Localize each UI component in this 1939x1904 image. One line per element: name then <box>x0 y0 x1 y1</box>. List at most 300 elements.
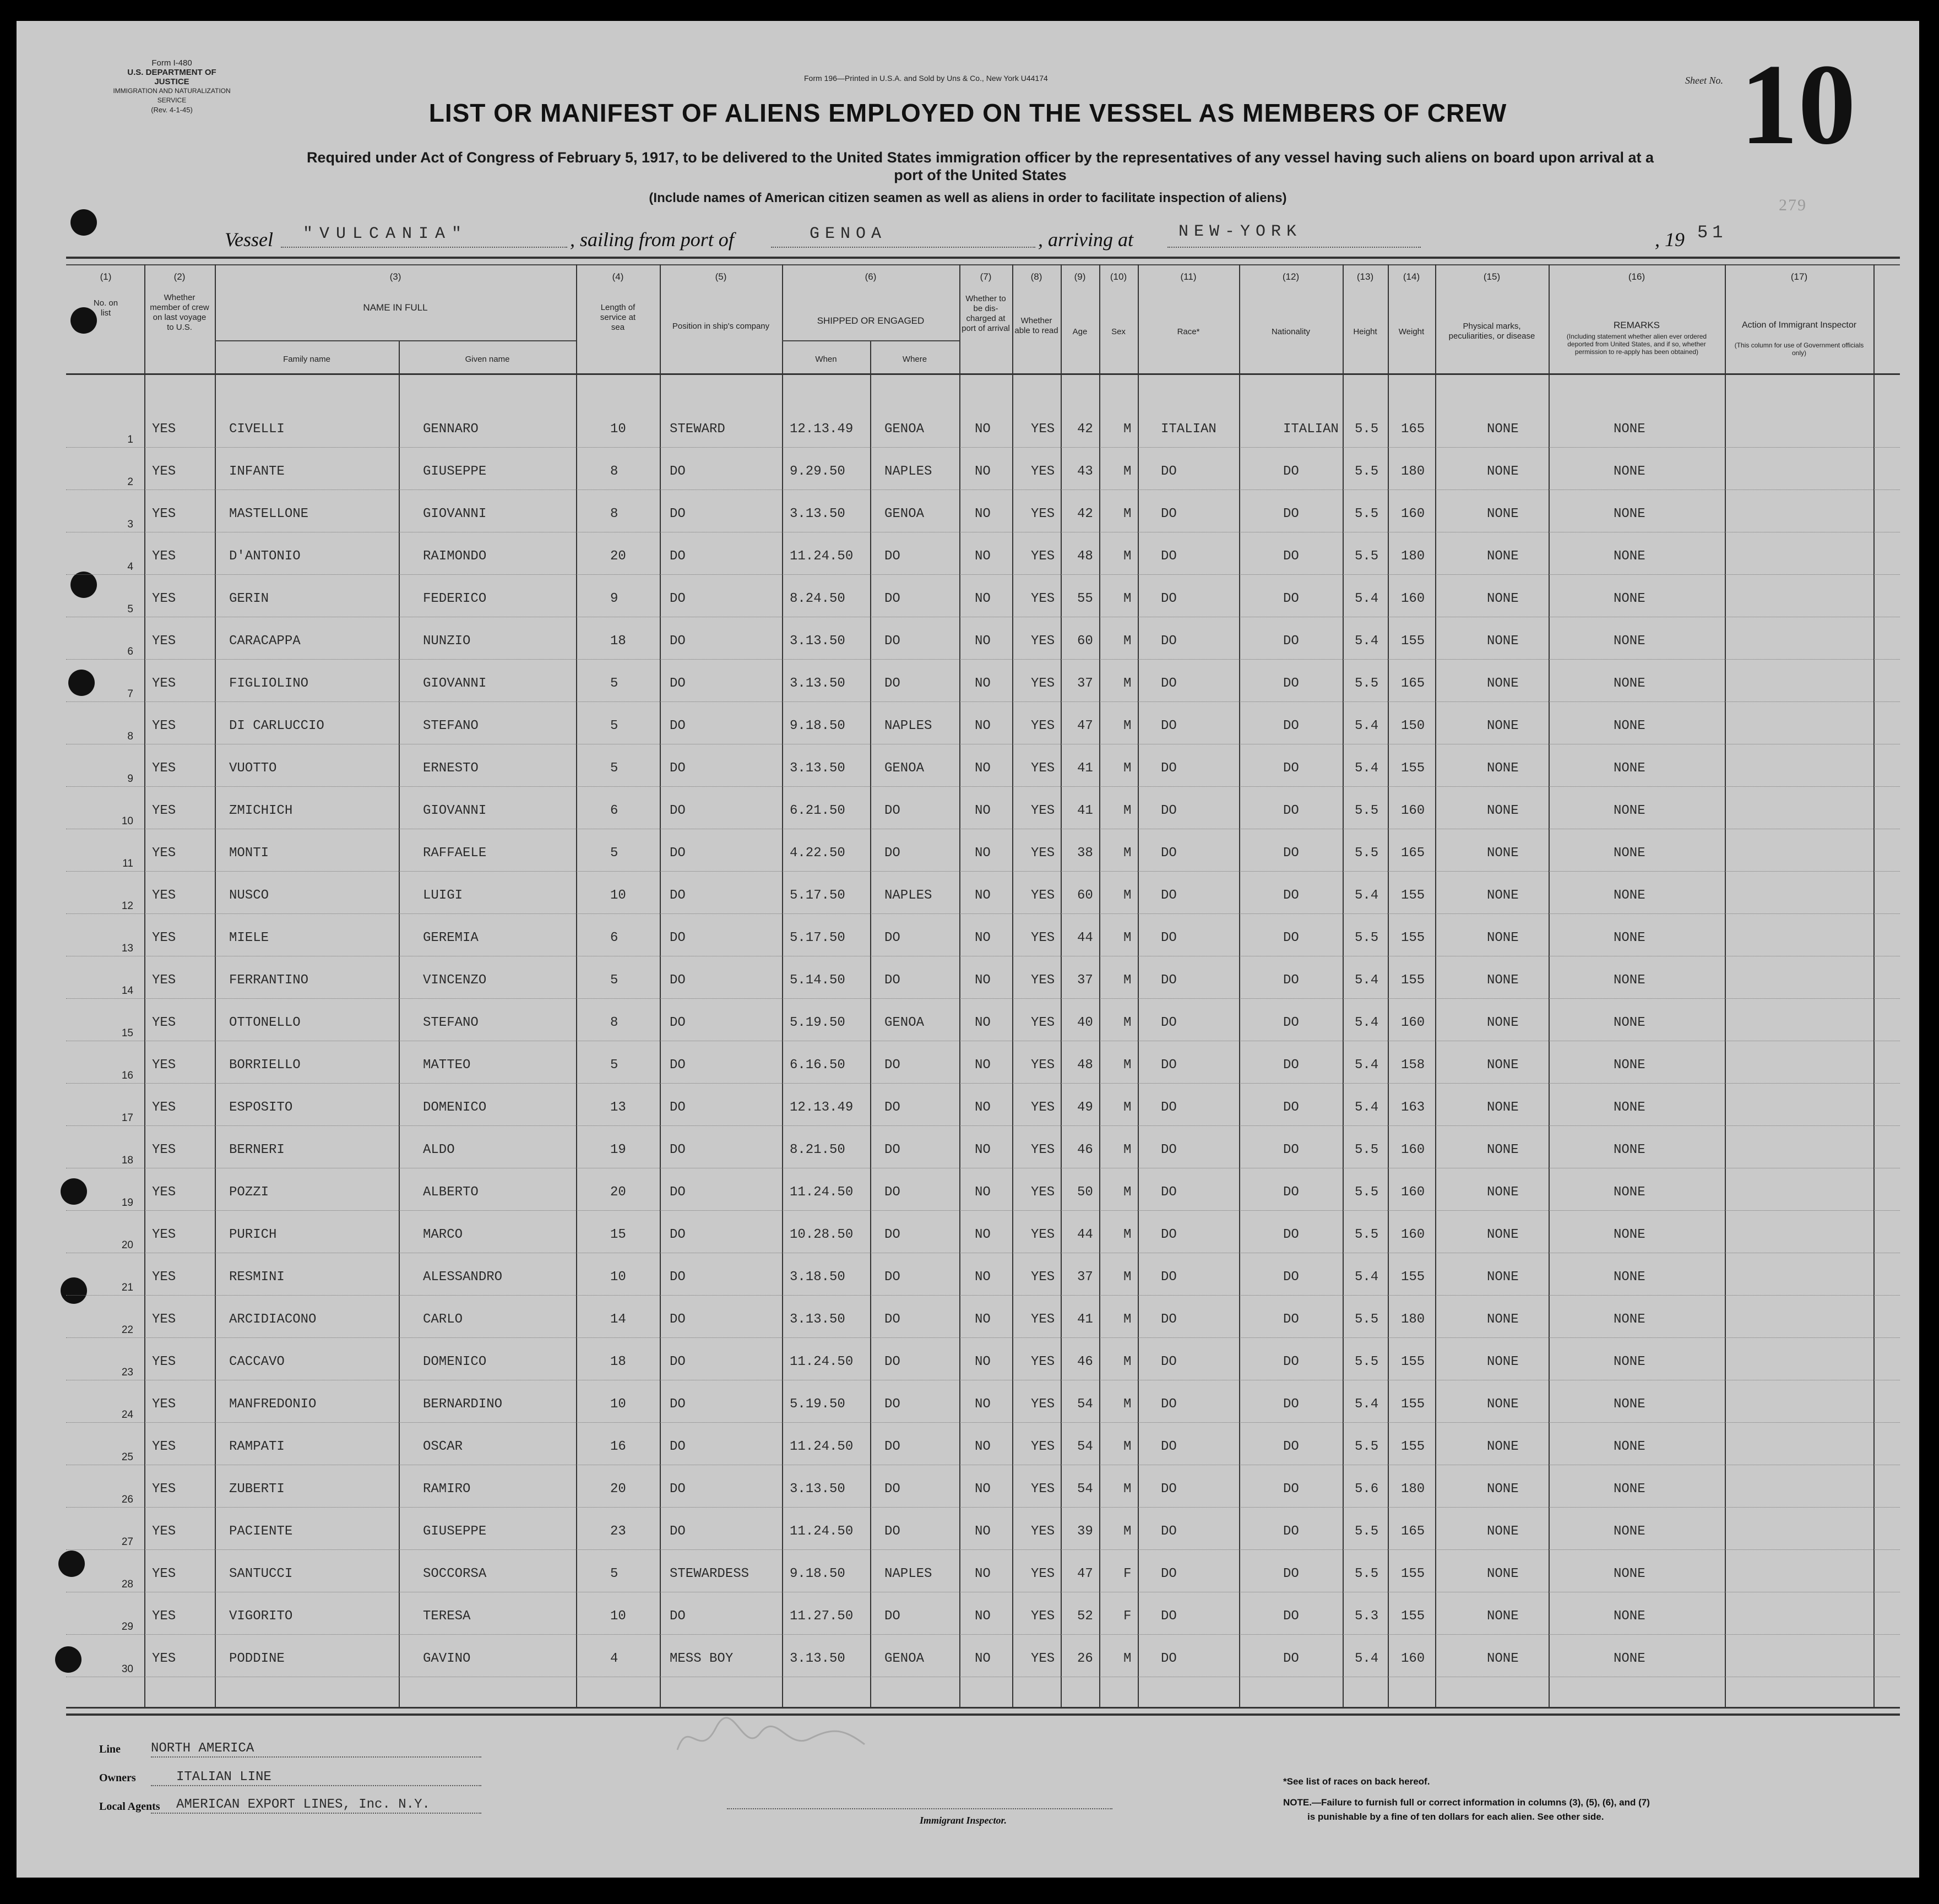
physical-marks-cell: NONE <box>1487 1651 1519 1666</box>
physical-marks-cell: NONE <box>1487 719 1519 733</box>
shipped-where-cell: GENOA <box>884 1015 925 1030</box>
discharged-cell: NO <box>975 1185 991 1200</box>
sheet-label: Sheet No. <box>1685 75 1723 86</box>
height-cell: 5.4 <box>1355 761 1379 776</box>
weight-cell: 180 <box>1401 549 1425 564</box>
given-name-cell: ALDO <box>423 1143 455 1157</box>
remarks-cell: NONE <box>1614 1651 1645 1666</box>
sex-cell: M <box>1123 1015 1132 1030</box>
weight-cell: 155 <box>1401 973 1425 988</box>
nationality-cell: DO <box>1283 846 1299 861</box>
able-to-read-cell: YES <box>1031 1227 1055 1242</box>
punch-hole <box>70 209 97 236</box>
remarks-cell: NONE <box>1614 973 1645 988</box>
race-cell: DO <box>1161 1015 1177 1030</box>
sex-cell: M <box>1123 1312 1132 1327</box>
footer-note-2: is punishable by a fine of ten dollars for each alien. See other side. <box>1307 1811 1604 1822</box>
nationality-cell: DO <box>1283 1439 1299 1454</box>
sex-cell: M <box>1123 507 1132 521</box>
age-cell: 60 <box>1077 634 1093 649</box>
given-name-cell: GIUSEPPE <box>423 464 487 479</box>
row-number: 11 <box>122 858 133 869</box>
physical-marks-cell: NONE <box>1487 1015 1519 1030</box>
given-name-cell: DOMENICO <box>423 1100 487 1115</box>
row-number: 27 <box>121 1536 133 1548</box>
table-row <box>17 1303 1919 1345</box>
sex-cell: M <box>1123 634 1132 649</box>
shipped-where-cell: DO <box>884 973 900 988</box>
row-number: 15 <box>121 1027 133 1039</box>
sex-cell: M <box>1123 1354 1132 1369</box>
vessel-name: "VULCANIA" <box>303 225 469 243</box>
height-cell: 5.4 <box>1355 1651 1379 1666</box>
position-cell: DO <box>670 464 686 479</box>
signature-scribble <box>666 1695 887 1772</box>
given-name-cell: GIOVANNI <box>423 507 487 521</box>
height-cell: 5.5 <box>1355 1566 1379 1581</box>
family-name-cell: CIVELLI <box>229 422 285 437</box>
weight-cell: 160 <box>1401 1143 1425 1157</box>
table-row <box>17 583 1919 624</box>
able-to-read-cell: YES <box>1031 1270 1055 1285</box>
physical-marks-cell: NONE <box>1487 1058 1519 1073</box>
service-length-cell: 5 <box>610 973 618 988</box>
weight-cell: 155 <box>1401 634 1425 649</box>
able-to-read-cell: YES <box>1031 1397 1055 1412</box>
able-to-read-cell: YES <box>1031 803 1055 818</box>
shipped-where-cell: DO <box>884 1058 900 1073</box>
sex-cell: M <box>1123 422 1132 437</box>
agents-value: AMERICAN EXPORT LINES, Inc. N.Y. <box>176 1797 430 1812</box>
remarks-cell: NONE <box>1614 1312 1645 1327</box>
shipped-when-cell: 9.18.50 <box>790 719 845 733</box>
discharged-cell: NO <box>975 1058 991 1073</box>
remarks-cell: NONE <box>1614 1354 1645 1369</box>
service-length-cell: 5 <box>610 1058 618 1073</box>
physical-marks-cell: NONE <box>1487 634 1519 649</box>
given-name-cell: GAVINO <box>423 1651 471 1666</box>
service-length-cell: 14 <box>610 1312 626 1327</box>
header-inspector-action: Action of Immigrant Inspector <box>1741 320 1857 330</box>
last-voyage-cell: YES <box>152 591 176 606</box>
service-length-cell: 5 <box>610 1566 618 1581</box>
shipped-when-cell: 3.13.50 <box>790 1482 845 1497</box>
manifest-sheet <box>17 21 1919 1878</box>
nationality-cell: ITALIAN <box>1283 422 1339 437</box>
shipped-where-cell: DO <box>884 803 900 818</box>
service-length-cell: 18 <box>610 634 626 649</box>
sex-cell: M <box>1123 888 1132 903</box>
age-cell: 55 <box>1077 591 1093 606</box>
weight-cell: 160 <box>1401 1227 1425 1242</box>
shipped-where-cell: DO <box>884 1227 900 1242</box>
last-voyage-cell: YES <box>152 1015 176 1030</box>
physical-marks-cell: NONE <box>1487 1270 1519 1285</box>
physical-marks-cell: NONE <box>1487 1185 1519 1200</box>
service-length-cell: 20 <box>610 1185 626 1200</box>
able-to-read-cell: YES <box>1031 549 1055 564</box>
race-cell: DO <box>1161 1524 1177 1539</box>
given-name-cell: STEFANO <box>423 1015 479 1030</box>
remarks-cell: NONE <box>1614 1566 1645 1581</box>
given-name-cell: TERESA <box>423 1609 471 1624</box>
remarks-cell: NONE <box>1614 1015 1645 1030</box>
owners-label: Owners <box>99 1772 136 1784</box>
table-row <box>17 498 1919 540</box>
physical-marks-cell: NONE <box>1487 1227 1519 1242</box>
service-length-cell: 10 <box>610 422 626 437</box>
row-number: 8 <box>127 731 133 742</box>
row-number: 24 <box>121 1409 133 1421</box>
weight-cell: 165 <box>1401 846 1425 861</box>
remarks-cell: NONE <box>1614 422 1645 437</box>
weight-cell: 150 <box>1401 719 1425 733</box>
weight-cell: 165 <box>1401 1524 1425 1539</box>
shipped-when-cell: 3.18.50 <box>790 1270 845 1285</box>
nationality-cell: DO <box>1283 1227 1299 1242</box>
physical-marks-cell: NONE <box>1487 931 1519 945</box>
last-voyage-cell: YES <box>152 1609 176 1624</box>
given-name-cell: LUIGI <box>423 888 463 903</box>
col-num: (17) <box>1790 271 1808 282</box>
row-number: 21 <box>121 1282 133 1293</box>
race-cell: DO <box>1161 931 1177 945</box>
given-name-cell: ALESSANDRO <box>423 1270 503 1285</box>
given-name-cell: GEREMIA <box>423 931 479 945</box>
race-cell: DO <box>1161 634 1177 649</box>
last-voyage-cell: YES <box>152 1143 176 1157</box>
family-name-cell: MANFREDONIO <box>229 1397 317 1412</box>
race-cell: DO <box>1161 1651 1177 1666</box>
year-label: , 19 <box>1655 229 1685 251</box>
discharged-cell: NO <box>975 1143 991 1157</box>
race-cell: DO <box>1161 1354 1177 1369</box>
remarks-cell: NONE <box>1614 1185 1645 1200</box>
position-cell: MESS BOY <box>670 1651 734 1666</box>
age-cell: 48 <box>1077 549 1093 564</box>
service-length-cell: 4 <box>610 1651 618 1666</box>
weight-cell: 160 <box>1401 1185 1425 1200</box>
table-row <box>17 1346 1919 1388</box>
shipped-where-cell: DO <box>884 1312 900 1327</box>
shipped-when-cell: 3.13.50 <box>790 1651 845 1666</box>
age-cell: 38 <box>1077 846 1093 861</box>
remarks-cell: NONE <box>1614 1270 1645 1285</box>
position-cell: DO <box>670 761 686 776</box>
position-cell: DO <box>670 1270 686 1285</box>
weight-cell: 155 <box>1401 931 1425 945</box>
table-row <box>17 964 1919 1006</box>
given-name-cell: MARCO <box>423 1227 463 1242</box>
age-cell: 41 <box>1077 1312 1093 1327</box>
nationality-cell: DO <box>1283 676 1299 691</box>
position-cell: DO <box>670 676 686 691</box>
race-cell: DO <box>1161 507 1177 521</box>
table-row <box>17 879 1919 921</box>
shipped-when-cell: 11.24.50 <box>790 1439 854 1454</box>
sex-cell: M <box>1123 1439 1132 1454</box>
height-cell: 5.5 <box>1355 507 1379 521</box>
shipped-where-cell: DO <box>884 1524 900 1539</box>
last-voyage-cell: YES <box>152 507 176 521</box>
last-voyage-cell: YES <box>152 1397 176 1412</box>
table-row <box>17 1430 1919 1472</box>
sex-cell: M <box>1123 1143 1132 1157</box>
last-voyage-cell: YES <box>152 1651 176 1666</box>
row-number: 7 <box>127 688 133 700</box>
row-number: 25 <box>121 1451 133 1463</box>
row-number: 3 <box>127 519 133 530</box>
able-to-read-cell: YES <box>1031 464 1055 479</box>
last-voyage-cell: YES <box>152 422 176 437</box>
row-number: 1 <box>127 434 133 445</box>
shipped-when-cell: 3.13.50 <box>790 634 845 649</box>
service-length-cell: 5 <box>610 846 618 861</box>
race-cell: DO <box>1161 719 1177 733</box>
discharged-cell: NO <box>975 1609 991 1624</box>
table-row <box>17 1261 1919 1303</box>
given-name-cell: VINCENZO <box>423 973 487 988</box>
physical-marks-cell: NONE <box>1487 1397 1519 1412</box>
shipped-when-cell: 5.14.50 <box>790 973 845 988</box>
remarks-cell: NONE <box>1614 1524 1645 1539</box>
table-row <box>17 795 1919 836</box>
height-cell: 5.4 <box>1355 1397 1379 1412</box>
service-length-cell: 10 <box>610 1397 626 1412</box>
port-from: GENOA <box>810 225 887 243</box>
position-cell: DO <box>670 1185 686 1200</box>
physical-marks-cell: NONE <box>1487 761 1519 776</box>
header-height: Height <box>1353 327 1377 336</box>
discharged-cell: NO <box>975 507 991 521</box>
shipped-where-cell: NAPLES <box>884 888 932 903</box>
row-number: 5 <box>127 603 133 615</box>
physical-marks-cell: NONE <box>1487 846 1519 861</box>
discharged-cell: NO <box>975 973 991 988</box>
shipped-when-cell: 9.18.50 <box>790 1566 845 1581</box>
able-to-read-cell: YES <box>1031 1100 1055 1115</box>
nationality-cell: DO <box>1283 1651 1299 1666</box>
height-cell: 5.5 <box>1355 1227 1379 1242</box>
age-cell: 49 <box>1077 1100 1093 1115</box>
discharged-cell: NO <box>975 761 991 776</box>
able-to-read-cell: YES <box>1031 1566 1055 1581</box>
family-name-cell: CARACAPPA <box>229 634 301 649</box>
last-voyage-cell: YES <box>152 888 176 903</box>
discharged-cell: NO <box>975 634 991 649</box>
height-cell: 5.4 <box>1355 591 1379 606</box>
last-voyage-cell: YES <box>152 1482 176 1497</box>
shipped-where-cell: DO <box>884 1143 900 1157</box>
row-number: 30 <box>121 1663 133 1675</box>
discharged-cell: NO <box>975 422 991 437</box>
given-name-cell: OSCAR <box>423 1439 463 1454</box>
discharged-cell: NO <box>975 1651 991 1666</box>
service-length-cell: 20 <box>610 1482 626 1497</box>
physical-marks-cell: NONE <box>1487 464 1519 479</box>
given-name-cell: FEDERICO <box>423 591 487 606</box>
physical-marks-cell: NONE <box>1487 1439 1519 1454</box>
age-cell: 42 <box>1077 422 1093 437</box>
table-row <box>17 413 1919 455</box>
given-name-cell: STEFANO <box>423 719 479 733</box>
last-voyage-cell: YES <box>152 761 176 776</box>
weight-cell: 155 <box>1401 1439 1425 1454</box>
header-weight: Weight <box>1398 327 1425 336</box>
header-last-voyage: Whether member of crew on last voyage to U.S. <box>150 293 209 332</box>
service-length-cell: 8 <box>610 464 618 479</box>
stamp-number: 279 <box>1779 196 1807 214</box>
able-to-read-cell: YES <box>1031 846 1055 861</box>
arriving-label: , arriving at <box>1038 229 1134 251</box>
position-cell: DO <box>670 931 686 945</box>
position-cell: DO <box>670 1100 686 1115</box>
shipped-where-cell: DO <box>884 676 900 691</box>
service-length-cell: 20 <box>610 549 626 564</box>
col-num: (15) <box>1483 271 1501 282</box>
weight-cell: 155 <box>1401 1566 1425 1581</box>
age-cell: 44 <box>1077 1227 1093 1242</box>
row-number: 19 <box>121 1197 133 1209</box>
nationality-cell: DO <box>1283 1185 1299 1200</box>
weight-cell: 165 <box>1401 422 1425 437</box>
age-cell: 37 <box>1077 1270 1093 1285</box>
age-cell: 26 <box>1077 1651 1093 1666</box>
header-name-in-full: NAME IN FULL <box>363 302 428 313</box>
physical-marks-cell: NONE <box>1487 803 1519 818</box>
shipped-when-cell: 11.24.50 <box>790 1354 854 1369</box>
remarks-cell: NONE <box>1614 464 1645 479</box>
remarks-cell: NONE <box>1614 634 1645 649</box>
shipped-where-cell: NAPLES <box>884 1566 932 1581</box>
nationality-cell: DO <box>1283 1270 1299 1285</box>
family-name-cell: MASTELLONE <box>229 507 309 521</box>
col-num: (10) <box>1110 271 1127 282</box>
sheet-number: 10 <box>1740 41 1856 168</box>
sex-cell: M <box>1123 464 1132 479</box>
last-voyage-cell: YES <box>152 1270 176 1285</box>
last-voyage-cell: YES <box>152 1439 176 1454</box>
shipped-when-cell: 12.13.49 <box>790 422 854 437</box>
table-row <box>17 1091 1919 1133</box>
col-num: (3) <box>389 271 401 282</box>
age-cell: 54 <box>1077 1397 1093 1412</box>
row-number: 26 <box>121 1494 133 1505</box>
last-voyage-cell: YES <box>152 1354 176 1369</box>
col-num: (9) <box>1074 271 1086 282</box>
discharged-cell: NO <box>975 1524 991 1539</box>
shipped-when-cell: 10.28.50 <box>790 1227 854 1242</box>
family-name-cell: ARCIDIACONO <box>229 1312 317 1327</box>
family-name-cell: VUOTTO <box>229 761 277 776</box>
shipped-where-cell: DO <box>884 634 900 649</box>
position-cell: DO <box>670 1439 686 1454</box>
age-cell: 46 <box>1077 1354 1093 1369</box>
race-cell: DO <box>1161 1397 1177 1412</box>
table-row <box>17 922 1919 964</box>
row-number: 17 <box>121 1112 133 1124</box>
physical-marks-cell: NONE <box>1487 507 1519 521</box>
last-voyage-cell: YES <box>152 549 176 564</box>
given-name-cell: NUNZIO <box>423 634 471 649</box>
col-num: (7) <box>980 271 992 282</box>
last-voyage-cell: YES <box>152 803 176 818</box>
header-discharged: Whether to be dis-charged at port of arrival <box>962 294 1010 333</box>
service-length-cell: 10 <box>610 1609 626 1624</box>
family-name-cell: BERNERI <box>229 1143 285 1157</box>
col-num: (8) <box>1030 271 1042 282</box>
shipped-when-cell: 11.24.50 <box>790 1185 854 1200</box>
remarks-cell: NONE <box>1614 719 1645 733</box>
nationality-cell: DO <box>1283 803 1299 818</box>
table-row <box>17 1176 1919 1218</box>
shipped-when-cell: 6.21.50 <box>790 803 845 818</box>
owners-value: ITALIAN LINE <box>176 1770 271 1785</box>
race-cell: DO <box>1161 676 1177 691</box>
shipped-where-cell: NAPLES <box>884 719 932 733</box>
shipped-when-cell: 3.13.50 <box>790 676 845 691</box>
last-voyage-cell: YES <box>152 464 176 479</box>
header-when: When <box>815 355 837 364</box>
position-cell: DO <box>670 1354 686 1369</box>
able-to-read-cell: YES <box>1031 676 1055 691</box>
race-cell: DO <box>1161 973 1177 988</box>
remarks-cell: NONE <box>1614 1482 1645 1497</box>
race-cell: DO <box>1161 549 1177 564</box>
physical-marks-cell: NONE <box>1487 676 1519 691</box>
discharged-cell: NO <box>975 846 991 861</box>
col-num: (13) <box>1356 271 1374 282</box>
discharged-cell: NO <box>975 1015 991 1030</box>
sex-cell: M <box>1123 931 1132 945</box>
sex-cell: M <box>1123 1397 1132 1412</box>
shipped-when-cell: 5.17.50 <box>790 888 845 903</box>
header-sex: Sex <box>1111 327 1126 336</box>
sex-cell: M <box>1123 1270 1132 1285</box>
remarks-cell: NONE <box>1614 591 1645 606</box>
row-number: 4 <box>127 561 133 573</box>
physical-marks-cell: NONE <box>1487 1566 1519 1581</box>
weight-cell: 180 <box>1401 1482 1425 1497</box>
position-cell: DO <box>670 803 686 818</box>
able-to-read-cell: YES <box>1031 1354 1055 1369</box>
header-family-name: Family name <box>283 355 330 364</box>
family-name-cell: FERRANTINO <box>229 973 309 988</box>
row-number: 20 <box>121 1239 133 1251</box>
remarks-cell: NONE <box>1614 803 1645 818</box>
subtitle <box>154 149 1806 184</box>
physical-marks-cell: NONE <box>1487 1312 1519 1327</box>
subtitle-line-2: port of the United States <box>894 167 1067 183</box>
race-cell: DO <box>1161 1143 1177 1157</box>
given-name-cell: GIUSEPPE <box>423 1524 487 1539</box>
family-name-cell: RESMINI <box>229 1270 285 1285</box>
row-number: 10 <box>121 815 133 827</box>
given-name-cell: ALBERTO <box>423 1185 479 1200</box>
inspector-label: Immigrant Inspector. <box>920 1815 1007 1826</box>
nationality-cell: DO <box>1283 1058 1299 1073</box>
row-number: 29 <box>121 1621 133 1633</box>
nationality-cell: DO <box>1283 719 1299 733</box>
able-to-read-cell: YES <box>1031 1609 1055 1624</box>
height-cell: 5.4 <box>1355 1100 1379 1115</box>
family-name-cell: PURICH <box>229 1227 277 1242</box>
family-name-cell: ZMICHICH <box>229 803 293 818</box>
form-number: Form I-480 <box>151 58 192 68</box>
family-name-cell: VIGORITO <box>229 1609 293 1624</box>
age-cell: 47 <box>1077 1566 1093 1581</box>
table-row <box>17 1007 1919 1048</box>
